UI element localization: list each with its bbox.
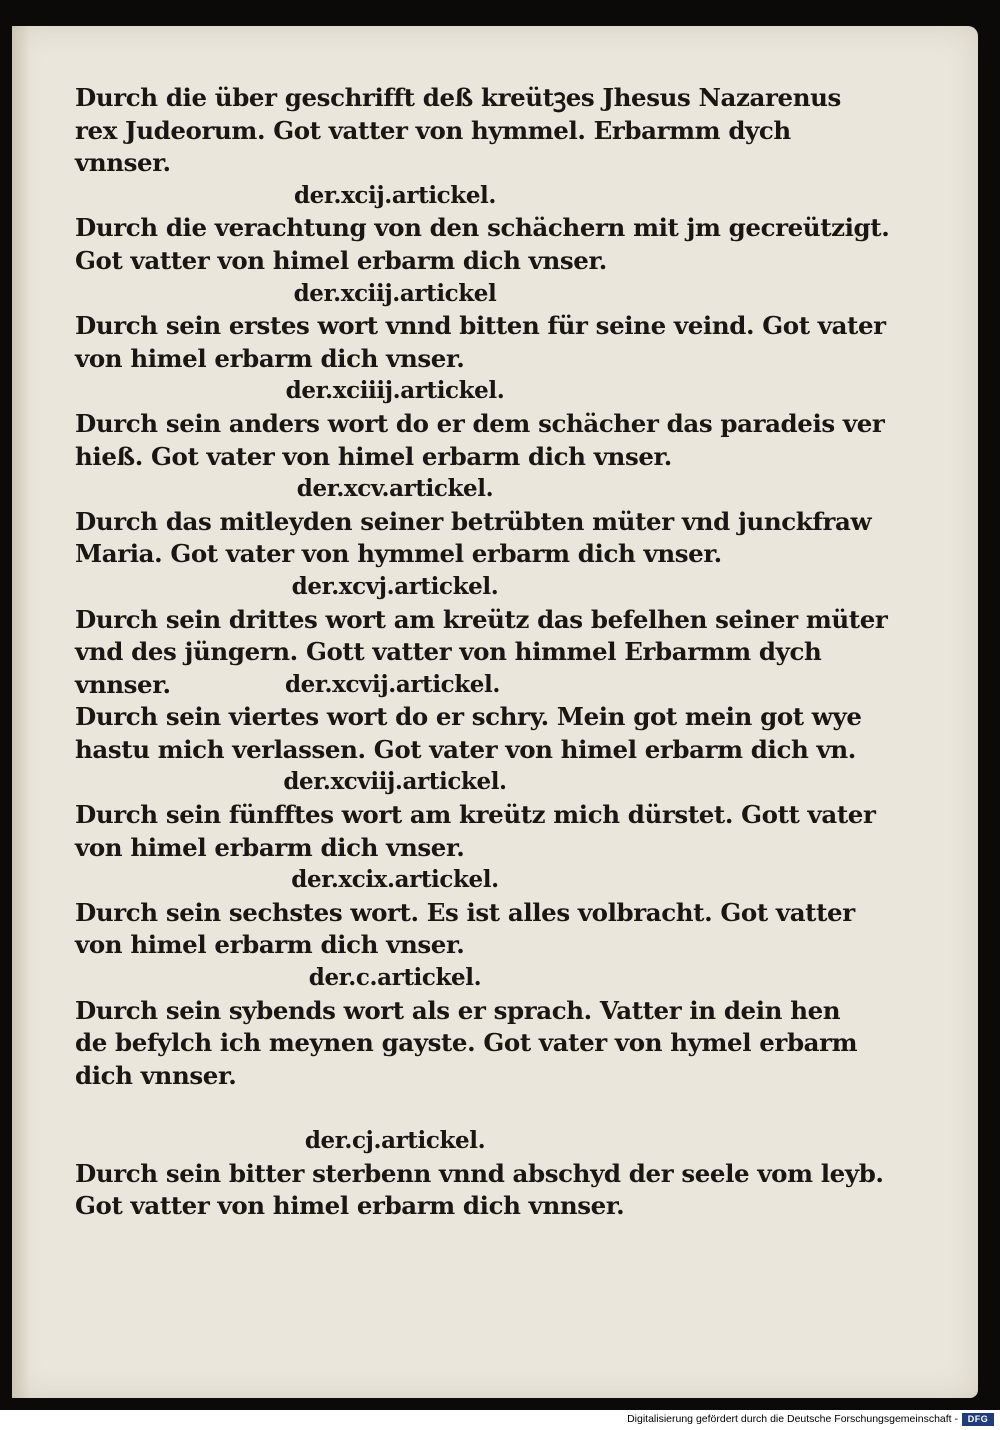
page-edge-shadow [12, 26, 30, 1398]
text-line: Durch sein bitter sterbenn vnnd abschyd der seele vom leyb. [75, 1158, 884, 1188]
text-line: Durch sein sechstes wort. Es ist alles volbracht. Got vatter [75, 897, 855, 927]
article-heading: der.c.artickel. [308, 964, 482, 992]
text-line: Durch sein sybends wort als er sprach. Vatter in dein hen [75, 995, 841, 1025]
text-line: von himel erbarm dich vnser. [75, 343, 465, 373]
article-heading: der.xcij.artickel. [293, 181, 496, 209]
text-line: Durch sein fünfftes wort am kreütz mich dürstet. Gott vater [75, 800, 876, 830]
text-line: Durch sein erstes wort vnnd bitten für seine veind. Got vater [75, 311, 886, 341]
article-heading: der.xcvj.artickel. [291, 572, 499, 600]
article-heading: der.xcix.artickel. [291, 866, 499, 894]
text-line: hieß. Got vater von himel erbarm dich vnser. [75, 441, 672, 471]
text-line: vnd des jüngern. Gott vatter von himmel Erbarmm dych [75, 637, 822, 667]
text-line: Durch sein anders wort do er dem schächer das paradeis ver [75, 408, 885, 438]
text-line: Durch die über geschrifft deß kreütꝫes Jhesus Nazarenus [75, 83, 841, 112]
blank-line [75, 1092, 835, 1125]
text-line: Durch das mitleyden seiner betrübten müter vnd junckfraw [75, 506, 872, 536]
text-line: de befylch ich meynen gayste. Got vater von hymel erbarm [75, 1028, 858, 1058]
text-line: von himel erbarm dich vnser. [75, 832, 465, 862]
article-heading: der.xcviij.artickel. [283, 768, 507, 796]
dfg-logo: DFG [962, 1413, 994, 1426]
text-line: Got vatter von himel erbarm dich vnnser. [75, 1191, 625, 1221]
article-heading: der.xcv.artickel. [296, 475, 494, 503]
article-heading: der.xciiij.artickel. [285, 377, 505, 405]
funding-notice: Digitalisierung gefördert durch die Deutsche Forschungsgemeinschaft - [627, 1413, 958, 1425]
footer-bar [0, 1410, 1000, 1430]
text-line: Got vatter von himel erbarm dich vnser. [75, 245, 607, 275]
article-heading: der.xcvij.artickel. [285, 670, 500, 698]
text-line: Durch sein viertes wort do er schry. Mein got mein got wye [75, 702, 862, 732]
text-line: Durch die verachtung von den schächern mit jm gecreützigt. [75, 213, 890, 243]
text-line: Durch sein drittes wort am kreütz das befelhen seiner müter [75, 604, 888, 634]
page-text [75, 82, 890, 1223]
text-line: dich vnnser. [75, 1060, 237, 1090]
mixed-line [75, 669, 835, 702]
article-heading: der.xciij.artickel [293, 279, 497, 307]
article-heading: der.cj.artickel. [304, 1127, 486, 1154]
text-line: hastu mich verlassen. Got vater von himel erbarm dich vn. [75, 734, 856, 764]
text-fragment: vnnser. [75, 669, 171, 699]
book-page [12, 26, 978, 1398]
text-line: vnnser. [75, 148, 171, 178]
text-line: rex Judeorum. Got vatter von hymmel. Erbarmm dych [75, 115, 791, 145]
text-line: Maria. Got vater von hymmel erbarm dich vnser. [75, 539, 722, 569]
text-line: von himel erbarm dich vnser. [75, 930, 465, 960]
